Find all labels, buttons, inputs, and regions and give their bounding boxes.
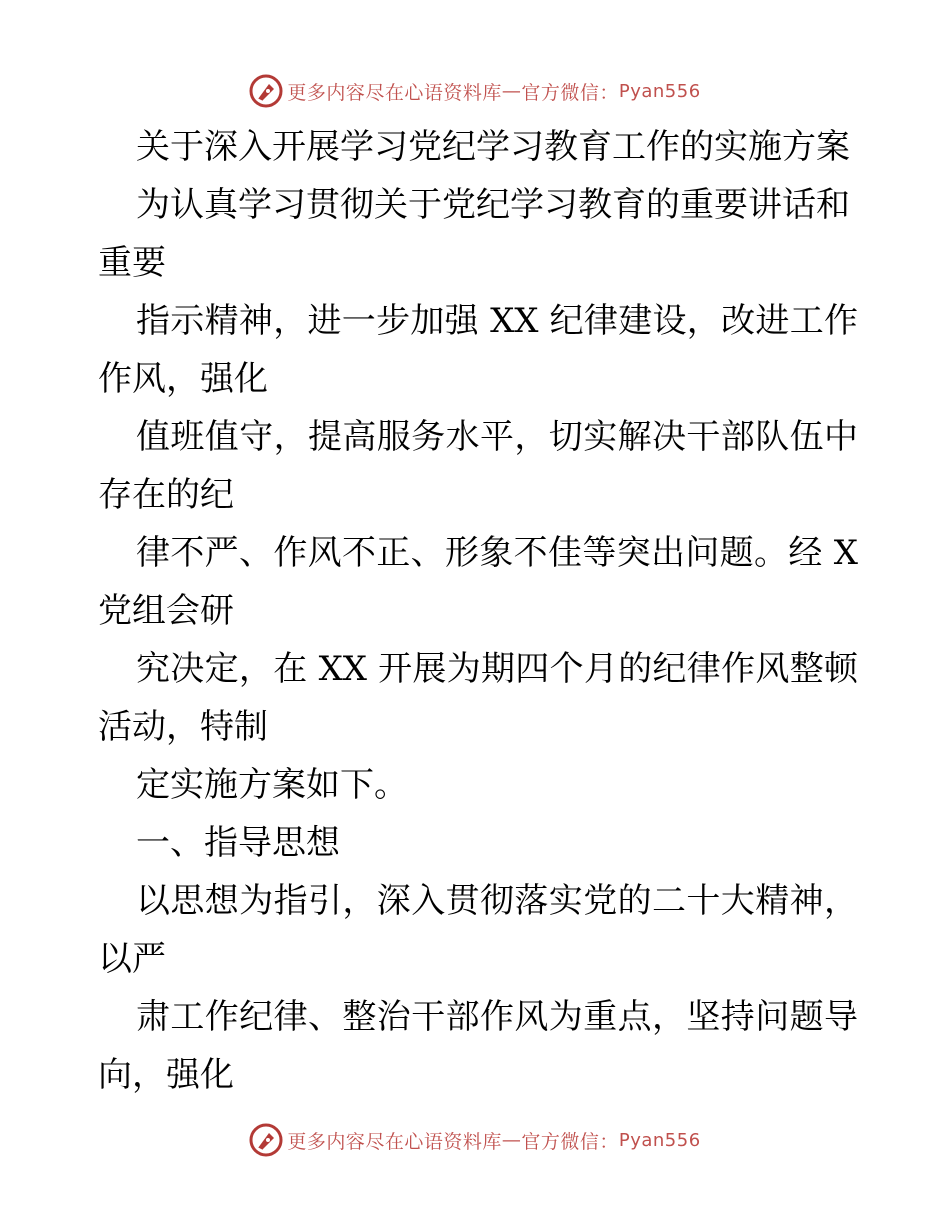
text-line: 向，强化 [98, 1055, 234, 1095]
text-line: 重要 [98, 243, 166, 283]
header-watermark [0, 71, 950, 111]
text-line: 存在的纪 [98, 475, 234, 515]
text-line: 究决定，在 XX 开展为期四个月的纪律作风整顿 [136, 649, 858, 689]
footer-watermark [0, 1120, 950, 1160]
text-line: 律不严、作风不正、形象不佳等突出问题。经 X [136, 533, 858, 573]
document-body [98, 118, 858, 1104]
watermark-contact: 官方微信： [521, 1130, 619, 1153]
text-line: 定实施方案如下。 [136, 765, 408, 805]
pen-nib-logo-icon [249, 74, 283, 108]
text-line: 活动，特制 [98, 707, 268, 747]
text-line: 指示精神，进一步加强 XX 纪律建设，改进工作 [136, 301, 858, 341]
watermark-separator: — [501, 1129, 522, 1151]
text-line: 以思想为指引，深入贯彻落实党的二十大精神， [136, 881, 858, 921]
watermark-id: Pyan556 [618, 80, 701, 102]
watermark-id: Pyan556 [618, 1129, 701, 1151]
watermark-text: 更多内容尽在心语资料库 [287, 81, 502, 104]
watermark-text: 更多内容尽在心语资料库 [287, 1130, 502, 1153]
text-line: 关于深入开展学习党纪学习教育工作的实施方案 [136, 127, 850, 167]
watermark-separator: — [501, 80, 522, 102]
text-line: 为认真学习贯彻关于党纪学习教育的重要讲话和 [136, 185, 850, 225]
text-line: 一、指导思想 [136, 823, 340, 863]
watermark-contact: 官方微信： [521, 81, 619, 104]
text-line: 以严 [98, 939, 166, 979]
text-line: 党组会研 [98, 591, 234, 631]
text-line: 值班值守，提高服务水平，切实解决干部队伍中 [136, 417, 858, 457]
pen-nib-logo-icon [249, 1123, 283, 1157]
text-line: 肃工作纪律、整治干部作风为重点，坚持问题导 [136, 997, 858, 1037]
text-line: 作风，强化 [98, 359, 268, 399]
